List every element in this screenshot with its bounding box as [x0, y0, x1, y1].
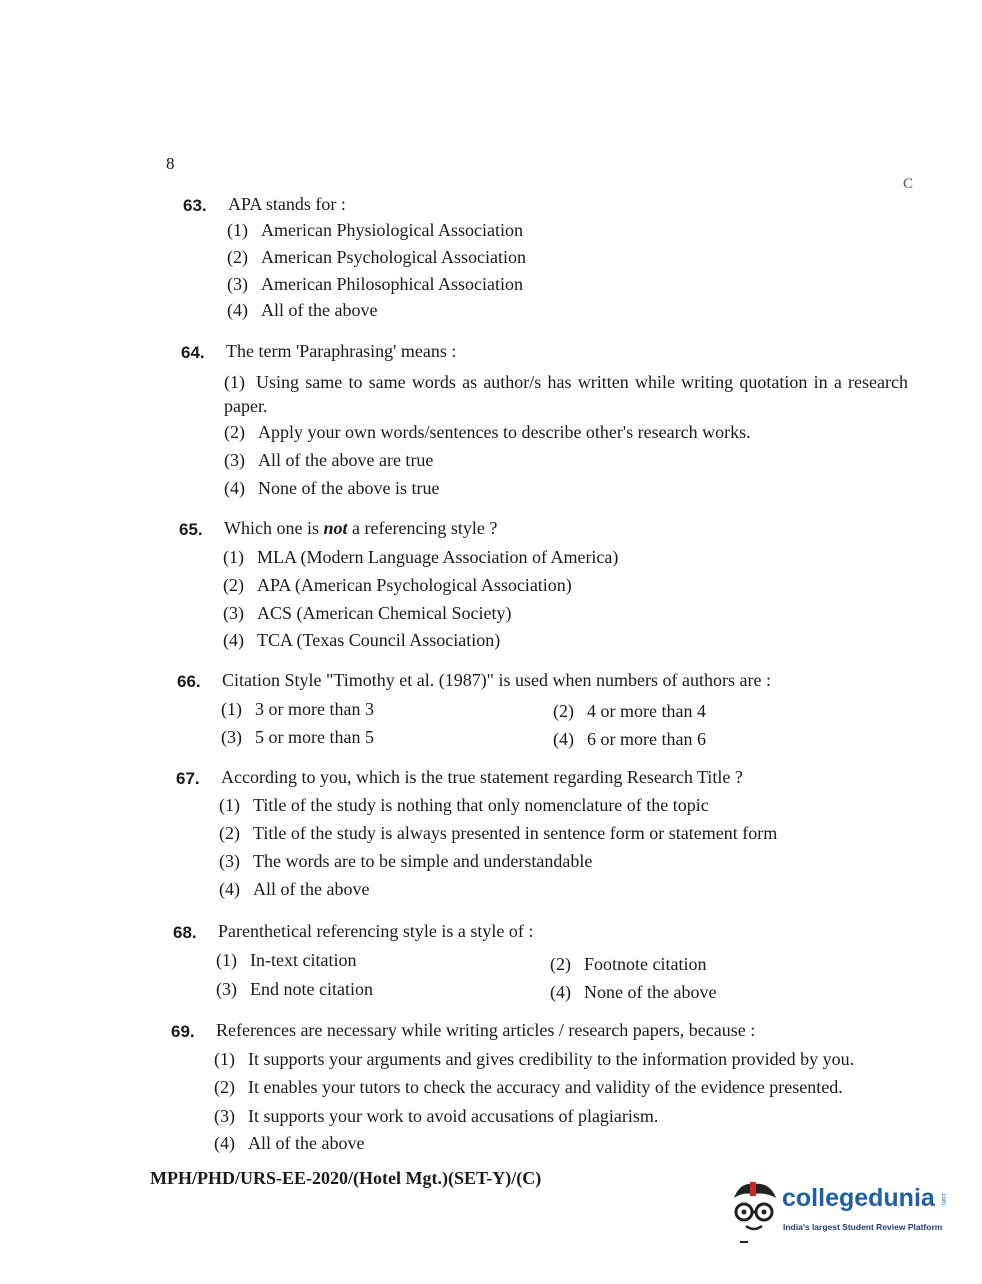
option: (1) Using same to same words as author/s has written while writing quotation in a research paper.: [224, 372, 908, 416]
logo-tagline: India's largest Student Review Platform: [783, 1222, 943, 1232]
question-number: 65.: [179, 520, 203, 539]
option: (2) Apply your own words/sentences to describe other's research works.: [224, 422, 751, 442]
question-text: According to you, which is the true statement regarding Research Title ?: [221, 767, 743, 787]
option: (2) APA (American Psychological Association): [223, 575, 572, 595]
question-number: 63.: [183, 196, 207, 215]
option: (3) ACS (American Chemical Society): [223, 603, 512, 623]
collegedunia-logo: [726, 1178, 956, 1248]
option: (3) It supports your work to avoid accusations of plagiarism.: [214, 1106, 659, 1126]
option: (3) End note citation: [216, 979, 373, 999]
question-text: Which one is not a referencing style ?: [224, 518, 498, 538]
question-number: 69.: [171, 1022, 195, 1041]
question-text: Parenthetical referencing style is a style of :: [218, 921, 534, 941]
mascot-icon: [726, 1178, 782, 1248]
option: (1) MLA (Modern Language Association of America): [223, 547, 619, 567]
option: (2) Title of the study is always presented in sentence form or statement form: [219, 823, 778, 843]
set-mark: C: [903, 176, 914, 192]
option: (4) None of the above is true: [224, 478, 440, 498]
option: (4) 6 or more than 6: [553, 729, 706, 749]
option: (4) All of the above: [227, 300, 378, 320]
option: (1) Title of the study is nothing that only nomenclature of the topic: [219, 795, 709, 815]
question-number: 64.: [181, 343, 205, 362]
question-text: References are necessary while writing articles / research papers, because :: [216, 1020, 756, 1040]
question-number: 66.: [177, 672, 201, 691]
question-text: APA stands for :: [228, 194, 346, 214]
option: (1) American Physiological Association: [227, 220, 523, 240]
option: (4) None of the above: [550, 982, 717, 1002]
option: (4) All of the above: [214, 1133, 365, 1153]
option: (3) American Philosophical Association: [227, 274, 523, 294]
question-number: 67.: [176, 769, 200, 788]
logo-com: .com: [940, 1192, 946, 1206]
option: (1) In-text citation: [216, 950, 357, 970]
option: (1) 3 or more than 3: [221, 699, 374, 719]
exam-code-footer: MPH/PHD/URS-EE-2020/(Hotel Mgt.)(SET-Y)/(C): [150, 1168, 542, 1188]
page-number: 8: [166, 154, 175, 173]
option: (2) Footnote citation: [550, 954, 707, 974]
option: (3) All of the above are true: [224, 450, 434, 470]
option: (1) It supports your arguments and gives credibility to the information provided by you.: [214, 1049, 855, 1069]
question-text: The term 'Paraphrasing' means :: [226, 341, 457, 361]
option: (3) The words are to be simple and understandable: [219, 851, 593, 871]
question-text: Citation Style "Timothy et al. (1987)" is used when numbers of authors are :: [222, 670, 771, 690]
option: (2) American Psychological Association: [227, 247, 526, 267]
option: (4) TCA (Texas Council Association): [223, 630, 501, 650]
option: (4) All of the above: [219, 879, 370, 899]
question-number: 68.: [173, 923, 197, 942]
option: (3) 5 or more than 5: [221, 727, 374, 747]
logo-name: collegedunia: [782, 1184, 935, 1212]
option: (2) 4 or more than 4: [553, 701, 706, 721]
option: (2) It enables your tutors to check the accuracy and validity of the evidence presented.: [214, 1077, 843, 1097]
